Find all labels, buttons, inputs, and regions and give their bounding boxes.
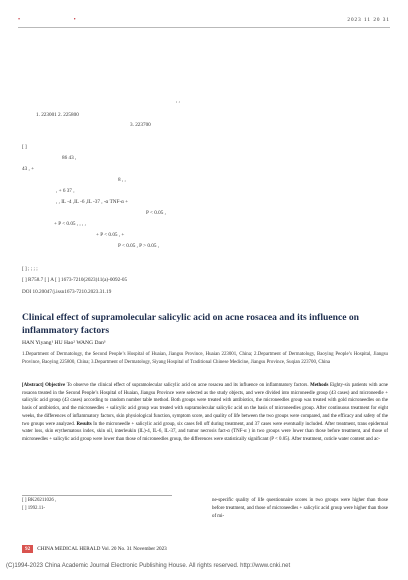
results-label: Results: [76, 421, 92, 427]
objective-label: Objective: [45, 383, 66, 388]
objective-text: To observe the clinical effect of supramolecular salicylic acid on acne rosacea and its influence on inflammatory factors.: [66, 383, 309, 388]
header-dots: • •: [18, 17, 102, 23]
issue-info: 2023 11 20 31: [347, 17, 390, 23]
affiliation: 1.Department of Dermatology, the Second People’s Hospital of Huaian, Jiangsu Province, Huaian 223001, China; 2.Department of Dermatology, Baoying People’s Hospital, Jiangsu Province, Baoying 225800, China; 3.Department of Dermatology, Siyang Hospital of Traditional Chinese Medicine, Jiangsu Province, Suqian 223700, China: [22, 352, 388, 365]
authors: HAN Yiyang¹ HU Hao² WANG Dan³: [22, 340, 106, 346]
cn-line: 86 43 ,: [62, 155, 77, 161]
footnote-rule: [22, 495, 172, 496]
abstract-continued: ne-specific quality of life questionnaire scores in two groups were higher than those before treatment, and those of microneedles + salicylic acid group were higher than those of mi-: [212, 498, 388, 519]
cn-line: [ ] R758.7 [ ] A [ ] 1673-7210(2023)11(a)-0092-05: [22, 277, 128, 283]
cn-line: + P < 0.05 , +: [96, 232, 125, 238]
cn-line: 3. 223700: [130, 122, 151, 128]
cn-line: DOI 10.20047/j.issn1673-7210.2023.31.19: [22, 289, 112, 295]
abstract-label: [Abstract]: [22, 383, 44, 388]
cn-line: 1. 223001 2. 225800: [36, 112, 79, 118]
page-footer: [22, 545, 167, 553]
cn-line: 43 , +: [22, 166, 35, 172]
cn-line: + P < 0.05 , , , ,: [54, 221, 86, 227]
cn-line: [ ] ; ; ; ;: [22, 266, 38, 272]
cn-line: , + 6 37 ,: [56, 188, 75, 194]
cn-line: , ,: [176, 98, 180, 104]
journal-info: CHINA MEDICAL HERALD Vol. 20 No. 31 November 2023: [37, 546, 167, 552]
cn-line: [ ]: [22, 144, 27, 150]
methods-text: Eighty-six patients with acne rosacea treated in the Second People’s Hospital of Huaian, Jiangsu Province were selected as the study objects, and were divided into microneedle group (43 cases) and microneedle + salicylic acid group (43 cases) according to random number table method. Both groups were treated with antibiotics, the microneedles group was treated with gold microneedles on the basis of antibiotics, and the microneedles + salicylic acid group was treated with supramolecular salicylic acid on the basis of microneedles group. After continuous treatment for eight weeks, the differences of inflammatory factors, skin physiological function, symptom score, and quality of life between the two groups were compared, and the efficacy and safety of the two groups were analyzed.: [22, 383, 388, 427]
funding-line: [ ] BK20211026 ,: [22, 498, 57, 503]
cn-line: 8 , ,: [118, 177, 126, 183]
author-line: [ ] 1992.11-: [22, 506, 46, 511]
cn-line: P < 0.05 ,: [146, 210, 166, 216]
english-abstract: [22, 382, 388, 444]
methods-label: Methods: [310, 383, 329, 388]
cn-line: P < 0.05 , P > 0.05 ,: [118, 243, 160, 249]
copyright-line: (C)1994-2023 China Academic Journal Electronic Publishing House. All rights reserved. http://www.cnki.net: [6, 563, 291, 569]
page-number: 92: [22, 545, 33, 553]
english-title: Clinical effect of supramolecular salicylic acid on acne rosacea and its influence on inflammatory factors: [22, 312, 359, 336]
page-header: [18, 14, 390, 28]
funding-notes: [22, 497, 172, 513]
cn-line: , , IL -4 ,IL -6 ,IL -37 , -α TNF-α +: [56, 199, 129, 205]
results-text: In the microneedle + salicylic acid group, six cases fell off during treatment, and 37 cases were eventually included. After treatment, trans epidermal water loss, skin erythematous index, skin oil, interleukin (IL)-4, IL-6, IL-37, and tumor necrosis fact-α (TNF-α ) in two groups were lower than those before treatment, and those of microneedles + salicylic acid group were lower than those of microneedles group, the differences were statistically significant (P < 0.05). After treatment, cuticle water content and ac-: [22, 421, 388, 442]
header-rule: [18, 27, 390, 28]
